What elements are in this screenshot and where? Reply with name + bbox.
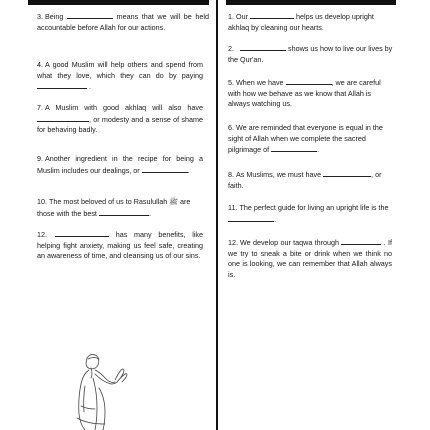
question-text: . (317, 145, 320, 155)
question-item (37, 197, 203, 219)
question-number: 12. (228, 238, 238, 247)
question-text: . (87, 82, 91, 92)
question-text: . (187, 165, 190, 175)
answer-blank[interactable] (286, 77, 332, 85)
right-top-rule (226, 0, 396, 5)
left-top-rule (28, 0, 209, 5)
question-number: 1. (228, 12, 234, 21)
question-item (228, 43, 394, 65)
answer-blank[interactable] (271, 144, 320, 155)
question-item (228, 123, 394, 156)
answer-blank[interactable] (240, 43, 286, 51)
question-text: means that we will be held accountable before Allah for our actions. (37, 12, 209, 32)
question-number: 11. (228, 203, 238, 212)
question-number: 4. (37, 60, 43, 69)
answer-blank[interactable] (37, 81, 87, 89)
question-item (228, 11, 394, 33)
question-number: 6. (228, 123, 234, 132)
question-text: Our (236, 12, 250, 21)
question-text: . (148, 208, 151, 218)
question-number: 10. (37, 197, 47, 206)
question-text: . If we try to sneak a bite or drink when we think no one is looking, we can remember that Allah always is. (228, 238, 392, 279)
answer-blank[interactable] (55, 229, 109, 237)
question-text: , or faith. (228, 170, 382, 190)
question-item (37, 60, 203, 93)
question-text: We develop our taqwa through (240, 238, 342, 247)
answer-blank[interactable] (341, 237, 381, 245)
question-text: , we are careful with how we behave as we know that Allah is always watching us. (228, 78, 381, 109)
answer-blank[interactable] (99, 208, 149, 216)
question-item (37, 154, 203, 176)
question-text: When we have (236, 78, 286, 87)
question-item (228, 77, 394, 110)
question-item (228, 203, 394, 225)
column-divider (216, 0, 218, 430)
question-text: The perfect guide for living an upright life is the (239, 203, 389, 212)
question-text: The most beloved of us to Rasulullah ﷺ are those with the best (37, 197, 191, 218)
question-item (37, 103, 203, 136)
answer-blank[interactable] (228, 214, 274, 222)
answer-blank[interactable] (67, 11, 113, 19)
question-text: shows us how to live our lives by the Qur'an. (228, 44, 393, 64)
question-number: 9. (37, 154, 43, 163)
question-text: As Muslims, we must have (236, 170, 324, 179)
question-number: 7. (37, 103, 43, 112)
question-item (37, 11, 209, 33)
question-text: , or modesty and a sense of shame for behaving badly. (37, 114, 203, 135)
question-item (37, 229, 203, 262)
question-text: A good Muslim will help others and spend from what they love, which they can do by paying (37, 60, 203, 80)
answer-blank[interactable] (37, 114, 89, 122)
question-text: helps us develop upright akhlaq by cleaning our hearts. (228, 12, 374, 32)
question-text: Being (45, 12, 67, 21)
question-item (228, 169, 394, 191)
answer-blank[interactable] (142, 165, 188, 173)
answer-blank[interactable] (323, 169, 371, 177)
question-number: 3. (37, 12, 43, 21)
answer-blank[interactable] (250, 11, 294, 19)
question-item (228, 237, 392, 280)
praying-figure-illustration (65, 348, 137, 430)
question-text: . (274, 214, 276, 224)
question-text: A Muslim with good akhlaq will also have (45, 103, 203, 112)
question-number: 8. (228, 170, 234, 179)
question-text: has many benefits, like helping fight anxiety, making us feel safe, creating an awareness of time, and cleansing us of our sins. (37, 230, 203, 261)
question-number: 12. (37, 230, 47, 239)
question-text: Another ingredient in the recipe for being a Muslim includes our dealings, or (37, 154, 203, 175)
question-number: 5. (228, 78, 234, 87)
question-text: We are reminded that everyone is equal in the sight of Allah when we complete the sacred pilgrimage of (228, 123, 383, 155)
question-number: 2. (228, 44, 234, 53)
